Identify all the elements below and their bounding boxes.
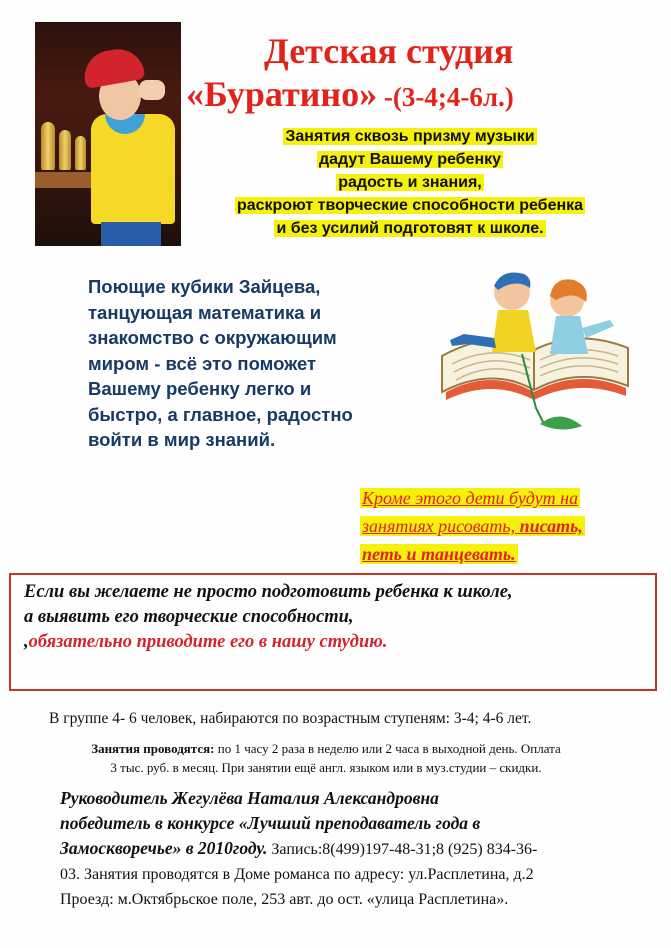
callout-text [24,580,654,655]
child-legs-shape [101,222,161,246]
methods-line: Поющие кубики Зайцева, [88,276,321,297]
trophy-shape [59,130,71,170]
child-photo [35,22,181,246]
age-range: -(3-4;4-6л.) [377,82,514,112]
intro-line: Занятия сквозь призму музыки [285,128,535,145]
methods-line: Вашему ребенку легко и [88,378,312,399]
directions-line: Проезд: м.Октябрьское поле, 253 авт. до ост. «улица Расплетина». [60,891,509,908]
schedule-label: Занятия проводятся: [91,741,215,756]
extras-text [360,484,645,568]
callout-emphasis: обязательно приводите его в нашу студию. [28,632,388,652]
callout-line: а выявить его творческие способности, [24,607,354,627]
intro-line: радость и знания, [338,174,482,191]
leader-info [60,786,625,912]
page-title: Детская студия [264,31,514,71]
methods-line: войти в мир знаний. [88,429,276,450]
schedule-text: по 1 часу 2 раза в неделю или 2 часа в выходной день. Оплата [214,741,561,756]
address-line: 03. Занятия проводятся в Доме романса по адресу: ул.Расплетина, д.2 [60,866,534,883]
trophy-shape [75,136,86,170]
methods-line: танцующая математика и [88,301,322,323]
contact-phones: Запись:8(499)197-48-31;8 (925) 834-36- [267,841,538,858]
callout-prefix: , [24,632,29,652]
intro-block [190,125,630,240]
schedule-text: 3 тыс. руб. в месяц. При занятии ещё англ. языком или в муз.студии – скидки. [110,760,542,775]
schedule-info [46,739,606,777]
child-hand-shape [139,80,165,100]
extras-emphasis: писать, [519,516,583,536]
trophy-shape [41,122,55,170]
extras-line: Кроме этого дети будут на [362,488,579,508]
intro-line: раскроют творческие способности ребенка [236,197,584,214]
studio-name [186,73,514,115]
leader-award-year: Замоскворечье» в 2010году. [60,838,268,858]
methods-line: быстро, а главное, радостно [88,403,353,425]
leader-award: победитель в конкурсе «Лучший преподаватель года в [60,813,481,833]
kids-on-book-illustration [432,268,636,438]
methods-line: миром - всё это поможет [88,352,317,374]
methods-line: знакомство с окружающим [88,327,337,348]
extras-line: петь и танцевать. [362,544,516,564]
studio-name-main: «Буратино» [186,74,378,114]
callout-line: Если вы желаете не просто подготовить ребенка к школе, [24,582,513,602]
group-info: В группе 4- 6 человек, набираются по возрастным ступеням: 3-4; 4-6 лет. [49,710,532,727]
leader-name: Руководитель Жегулёва Наталия Александровна [60,788,439,808]
extras-line: занятиях рисовать, [362,516,520,536]
intro-line: дадут Вашему ребенку [318,151,502,168]
methods-text [88,274,398,453]
intro-line: и без усилий подготовят к школе. [276,220,544,237]
